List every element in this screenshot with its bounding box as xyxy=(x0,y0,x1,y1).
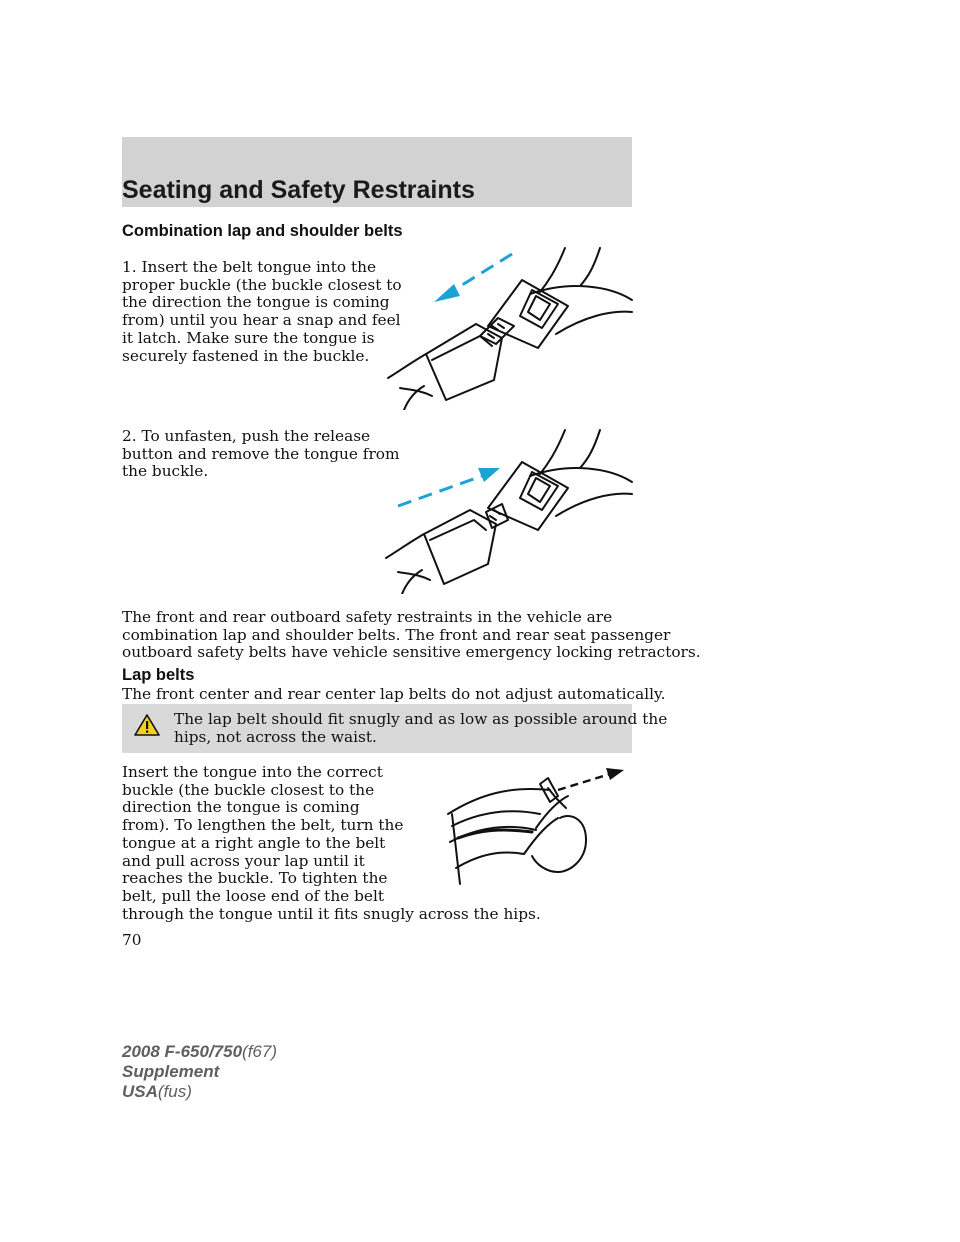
step1-line: securely fastened in the buckle. xyxy=(122,346,370,365)
intro-line: The front center and rear center lap belts do not adjust automatically. xyxy=(122,685,666,703)
footer-market: USA xyxy=(122,1082,158,1101)
body-line: The front and rear outboard safety restraints in the vehicle are xyxy=(122,608,613,626)
instruction-line: through the tongue until it fits snugly across the hips. xyxy=(122,904,541,923)
step1-line: 1. Insert the belt tongue into the xyxy=(122,258,377,276)
section-heading-lap-belts: Lap belts xyxy=(122,666,195,684)
body-line: outboard safety belts have vehicle sensitive emergency locking retractors. xyxy=(122,643,701,662)
instruction-line: and pull across your lap until it xyxy=(122,851,365,870)
section-heading-combination-belts: Combination lap and shoulder belts xyxy=(122,222,403,240)
warning-line: The lap belt should fit snugly and as low as possible around the xyxy=(174,710,668,728)
instruction-line: tongue at a right angle to the belt xyxy=(122,833,386,852)
step1-line: the direction the tongue is coming xyxy=(122,293,390,312)
instruction-line: buckle (the buckle closest to the xyxy=(122,780,375,799)
footer-doc-type: Supplement xyxy=(122,1062,220,1081)
step1-line: from) until you hear a snap and feel xyxy=(122,311,401,330)
lap-belt-tighten-illustration xyxy=(440,768,630,890)
instruction-line: Insert the tongue into the correct xyxy=(122,763,383,781)
warning-text xyxy=(174,711,667,746)
footer-model: 2008 F-650/750 xyxy=(122,1042,243,1061)
instruction-line: reaches the buckle. To tighten the xyxy=(122,869,388,888)
step1-line: it latch. Make sure the tongue is xyxy=(122,328,375,347)
lap-belts-intro xyxy=(122,686,666,704)
instruction-line: belt, pull the loose end of the belt xyxy=(122,886,384,905)
instruction-line: direction the tongue is coming xyxy=(122,798,360,817)
step2-line: 2. To unfasten, push the release xyxy=(122,427,371,445)
buckle-release-illustration xyxy=(380,424,640,594)
footer-market-code: (fus) xyxy=(157,1082,192,1101)
instruction-line: from). To lengthen the belt, turn the xyxy=(122,816,404,835)
step1-line: proper buckle (the buckle closest to xyxy=(122,275,402,294)
page-title: Seating and Safety Restraints xyxy=(122,176,475,204)
page-number: 70 xyxy=(122,931,142,949)
outboard-belts-paragraph xyxy=(122,609,701,662)
body-line: combination lap and shoulder belts. The front and rear seat passenger xyxy=(122,625,671,644)
footer-model-code: (f67) xyxy=(242,1042,278,1061)
step2-line: the buckle. xyxy=(122,462,209,481)
step1-paragraph xyxy=(122,259,402,365)
step2-paragraph xyxy=(122,428,400,481)
warning-line: hips, not across the waist. xyxy=(174,727,377,746)
document-footer xyxy=(122,1042,277,1102)
warning-triangle-icon xyxy=(134,713,160,737)
step2-line: button and remove the tongue from xyxy=(122,444,400,463)
buckle-insert-illustration xyxy=(380,240,640,410)
